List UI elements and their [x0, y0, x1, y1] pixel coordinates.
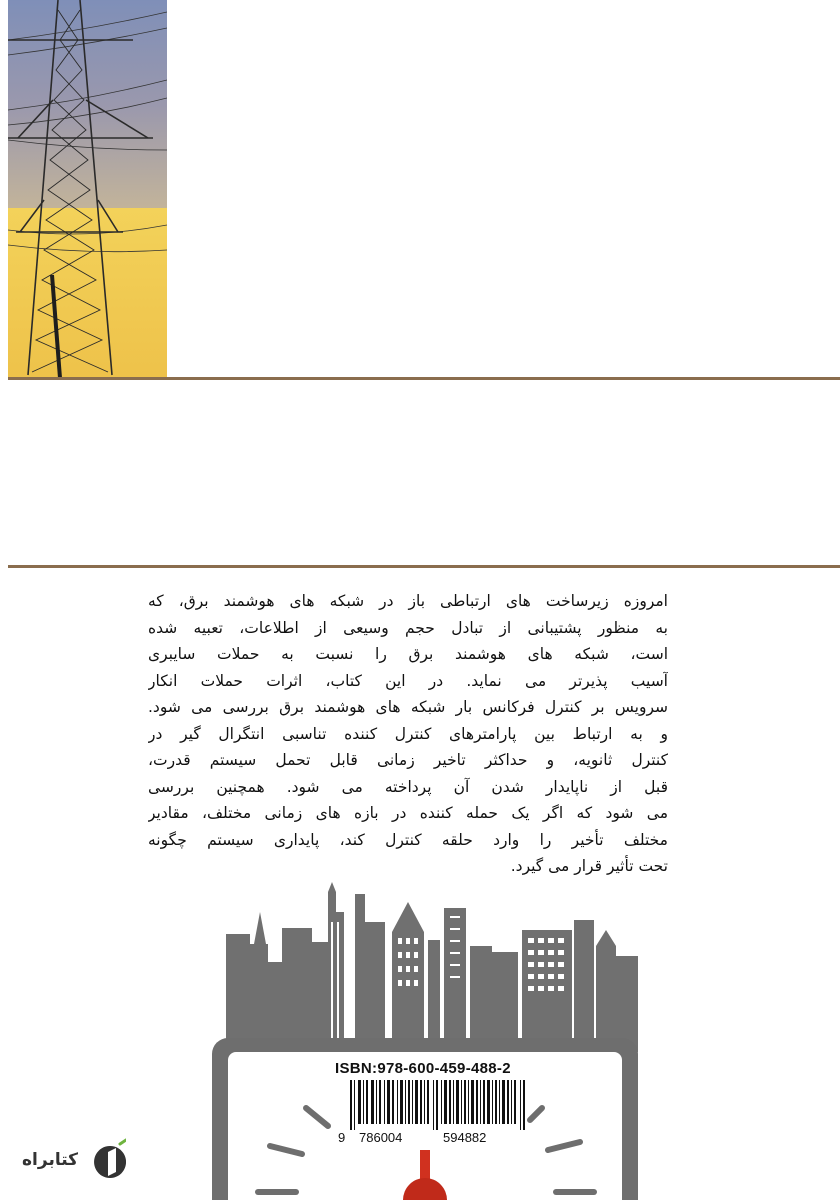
- blurb-line: تحت تأثیر قرار می گیرد.: [510, 857, 668, 875]
- power-pylon-photo: [8, 0, 167, 378]
- barcode-digit-lead: 9: [338, 1130, 346, 1145]
- blurb-line: سرویس بر کنترل فرکانس بار شبکه های هوشمند برق بررسی می شود.: [148, 698, 668, 716]
- barcode-digits-right: 594882: [443, 1130, 487, 1145]
- barcode-digits-left: 786004: [359, 1130, 403, 1145]
- blurb-line: است، شبکه های هوشمند برق را نسبت به حملات سایبری: [148, 645, 668, 663]
- blurb-line: کنترل ثانویه، و حداکثر تاخیر زمانی قابل تحمل سیستم قدرت،: [148, 751, 668, 769]
- blurb-line: می شود که اگر یک حمله کننده در بازه های زمانی مختلف، مقادیر: [148, 804, 668, 822]
- isbn-barcode: [350, 1080, 530, 1130]
- blurb-line: آسیب پذیرتر می نماید. در این کتاب، اثرات حملات انکار: [148, 671, 668, 690]
- divider-top: [8, 377, 840, 380]
- blurb-line: قبل از ناپایدار شدن آن پرداخته می شود. همچنین بررسی: [148, 777, 668, 796]
- cover-photo: [8, 0, 167, 378]
- city-skyline-illustration: [212, 882, 642, 1052]
- blurb-line: به منظور پشتیبانی از تبادل حجم وسیعی از اطلاعات، تعبیه شده: [148, 618, 668, 637]
- isbn-label: ISBN:978-600-459-488-2: [335, 1060, 511, 1077]
- blurb-line: امروزه زیرساخت های ارتباطی باز در شبکه های هوشمند برق، که: [148, 592, 668, 610]
- back-cover-blurb: [148, 588, 668, 880]
- blurb-line: و به ارتباط بین پارامترهای کنترل کننده تناسبی انتگرال گیر در: [148, 724, 668, 743]
- blurb-line: مختلف تأخیر را وارد حلقه کنترل کند، پایداری سیستم چگونه: [148, 830, 668, 849]
- publisher-name: کتابراه: [22, 1150, 79, 1170]
- divider-bottom: [8, 565, 840, 568]
